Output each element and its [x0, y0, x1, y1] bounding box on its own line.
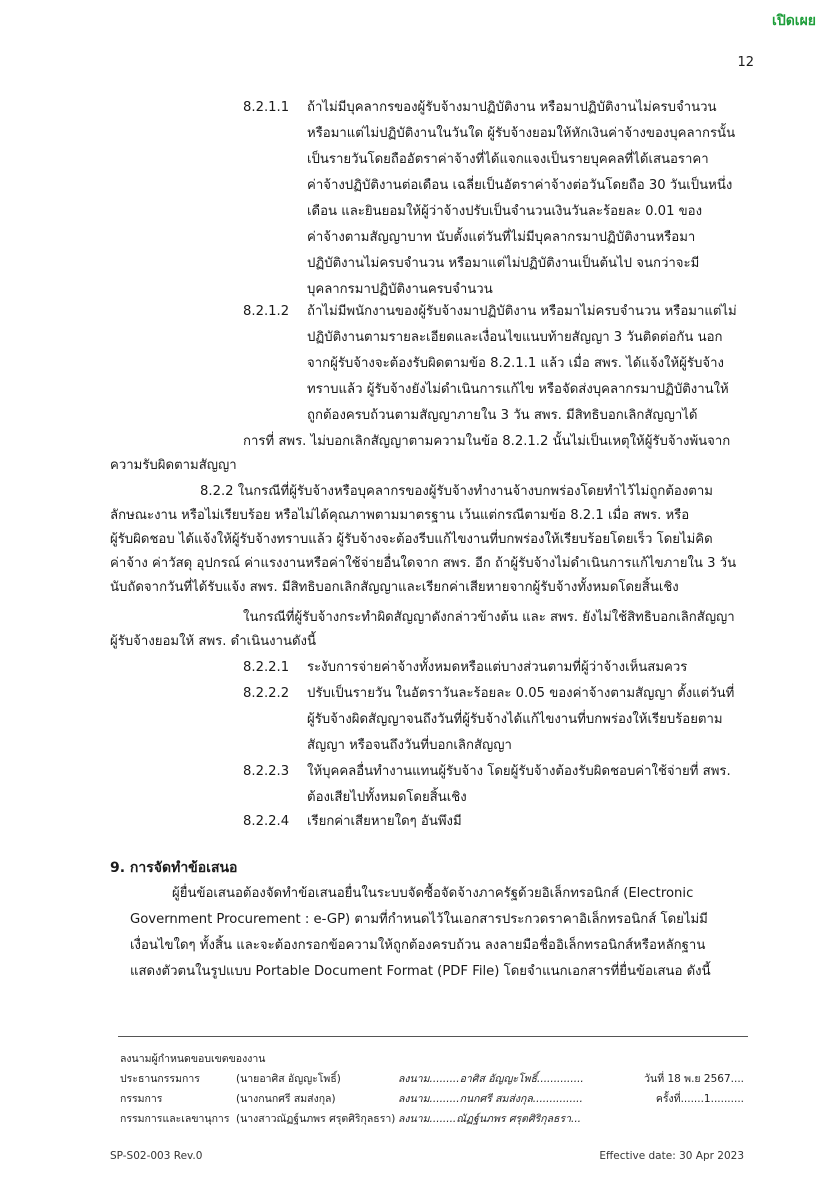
signature-role: กรรมการ — [120, 1093, 163, 1105]
signature-line: ลงนาม.........อาศิส อัญญะโพธิ์.............. — [398, 1073, 584, 1085]
clause-8-2-1-1-line: ค่าจ้างตามสัญญาบาท นับตั้งแต่วันที่ไม่มีบุคลากรมาปฏิบัติงานหรือมา — [307, 230, 696, 245]
clause-8-2-1-1-line: ปฏิบัติงานไม่ครบจำนวน หรือมาแต่ไม่ปฏิบัติงานเป็นต้นไป จนกว่าจะมี — [307, 256, 700, 271]
clause-8-2-1-2-line: ถูกต้องครบถ้วนตามสัญญาภายใน 3 วัน สพร. มีสิทธิบอกเลิกสัญญาได้ — [307, 408, 698, 423]
clause-8-2-1-2-line: ถ้าไม่มีพนักงานของผู้รับจ้างมาปฏิบัติงาน หรือมาไม่ครบจำนวน หรือมาแต่ไม่ — [307, 304, 737, 319]
clause-8-2-2-line: นับถัดจากวันที่ได้รับแจ้ง สพร. มีสิทธิบอกเลิกสัญญาและเรียกค่าเสียหายจากผู้รับจ้างทั้งหมดโดยสิ้นเชิง — [110, 580, 679, 595]
section-heading: 9. การจัดทำข้อเสนอ — [110, 860, 238, 876]
document-code: SP-S02-003 Rev.0 — [110, 1150, 203, 1162]
effective-date: Effective date: 30 Apr 2023 — [599, 1150, 744, 1162]
signature-caption: ลงนามผู้กำหนดขอบเขตของงาน — [120, 1053, 266, 1065]
clause-8-2-2-3-line: ให้บุคคลอื่นทำงานแทนผู้รับจ้าง โดยผู้รับจ้างต้องรับผิดชอบค่าใช้จ่ายที่ สพร. — [307, 764, 731, 779]
signature-name: (นางกนกศรี สมส่งกุล) — [236, 1093, 336, 1105]
clause-8-2-2-line: ค่าจ้าง ค่าวัสดุ อุปกรณ์ ค่าแรงงานหรือค่าใช้จ่ายอื่นใดจาก สพร. อีก ถ้าผู้รับจ้างไม่ดำเนินการแก้ไขภายใน 3 วัน — [110, 556, 737, 571]
signature-role: ประธานกรรมการ — [120, 1073, 200, 1085]
clause-8-2-1-1-line: เป็นรายวันโดยถืออัตราค่าจ้างที่ได้แจกแจงเป็นรายบุคคลที่ได้เสนอราคา — [307, 152, 709, 167]
signature-date: วันที่ 18 พ.ย 2567.... — [644, 1073, 744, 1085]
clause-8-2-1-1-line: เดือน และยินยอมให้ผู้ว่าจ้างปรับเป็นจำนวนเงินวันละร้อยละ 0.01 ของ — [307, 204, 703, 219]
clause-8-2-1-1-line: ถ้าไม่มีบุคลากรของผู้รับจ้างมาปฏิบัติงาน หรือมาปฏิบัติงานไม่ครบจำนวน — [307, 100, 717, 115]
paragraph-line: ความรับผิดตามสัญญา — [110, 458, 237, 473]
clause-8-2-2-line: ผู้รับผิดชอบ ได้แจ้งให้ผู้รับจ้างทราบแล้ว ผู้รับจ้างจะต้องรีบแก้ไขงานที่บกพร่องให้เรียบร้อยโดยเร็ว โดยไม่คิด — [110, 532, 713, 547]
clause-number-8-2-2-4: 8.2.2.4 — [243, 814, 290, 829]
clause-number-8-2-1-1: 8.2.1.1 — [243, 100, 290, 115]
clause-8-2-2-4-line: เรียกค่าเสียหายใดๆ อันพึงมี — [307, 814, 462, 829]
signature-name: (นายอาศิส อัญญะโพธิ์) — [236, 1073, 341, 1085]
clause-number-8-2-1-2: 8.2.1.2 — [243, 304, 290, 319]
classification-stamp: เปิดเผย — [772, 13, 816, 29]
section-9-line: แสดงตัวตนในรูปแบบ Portable Document Format (PDF File) โดยจำแนกเอกสารที่ยื่นข้อเสนอ ดังนี้ — [130, 964, 711, 979]
clause-8-2-2-2-line: สัญญา หรือจนถึงวันที่บอกเลิกสัญญา — [307, 738, 512, 753]
section-9-line: Government Procurement : e-GP) ตามที่กำหนดไว้ในเอกสารประกวดราคาอิเล็กทรอนิกส์ โดยไม่มี — [130, 912, 708, 927]
clause-8-2-1-1-line: หรือมาแต่ไม่ปฏิบัติงานในวันใด ผู้รับจ้างยอมให้หักเงินค่าจ้างของบุคลากรนั้น — [307, 126, 736, 141]
clause-8-2-1-2-line: จากผู้รับจ้างจะต้องรับผิดตามข้อ 8.2.1.1 แล้ว เมื่อ สพร. ได้แจ้งให้ผู้รับจ้าง — [307, 356, 724, 371]
clause-8-2-1-1-line: บุคลากรมาปฏิบัติงานครบจำนวน — [307, 282, 493, 297]
signature-line: ลงนาม.........กนกศรี สมส่งกุล............... — [398, 1093, 583, 1105]
clause-8-2-2-line: ลักษณะงาน หรือไม่เรียบร้อย หรือไม่ได้คุณภาพตามมาตรฐาน เว้นแต่กรณีตามข้อ 8.2.1 เมื่อ สพร. หรือ — [110, 508, 690, 523]
section-9-line: เงื่อนไขใดๆ ทั้งสิ้น และจะต้องกรอกข้อความให้ถูกต้องครบถ้วน ลงลายมือชื่ออิเล็กทรอนิกส์หรือหลักฐาน — [130, 938, 706, 953]
clause-8-2-2-1-line: ระงับการจ่ายค่าจ้างทั้งหมดหรือแต่บางส่วนตามที่ผู้ว่าจ้างเห็นสมควร — [307, 660, 688, 675]
section-9-line: ผู้ยื่นข้อเสนอต้องจัดทำข้อเสนอยื่นในระบบจัดซื้อจัดจ้างภาครัฐด้วยอิเล็กทรอนิกส์ (Electronic — [172, 886, 694, 901]
paragraph-line: ผู้รับจ้างยอมให้ สพร. ดำเนินงานดังนี้ — [110, 634, 317, 649]
clause-8-2-2-2-line: ปรับเป็นรายวัน ในอัตราวันละร้อยละ 0.05 ของค่าจ้างตามสัญญา ตั้งแต่วันที่ — [307, 686, 735, 701]
clause-8-2-2-3-line: ต้องเสียไปทั้งหมดโดยสิ้นเชิง — [307, 790, 467, 805]
signature-revision: ครั้งที่.......1.......... — [655, 1093, 744, 1105]
clause-8-2-1-2-line: ทราบแล้ว ผู้รับจ้างยังไม่ดำเนินการแก้ไข หรือจัดส่งบุคลากรมาปฏิบัติงานให้ — [307, 382, 729, 397]
clause-8-2-1-1-line: ค่าจ้างปฏิบัติงานต่อเดือน เฉลี่ยเป็นอัตราค่าจ้างต่อวันโดยถือ 30 วันเป็นหนึ่ง — [307, 178, 733, 193]
signature-name: (นางสาวณัฏฐ์นภพร ศรุตศิริกุลธรา) — [236, 1113, 396, 1125]
signature-role: กรรมการและเลขานุการ — [120, 1113, 230, 1125]
signature-divider — [118, 1036, 748, 1037]
clause-8-2-1-2-line: ปฏิบัติงานตามรายละเอียดและเงื่อนไขแนบท้ายสัญญา 3 วันติดต่อกัน นอก — [307, 330, 723, 345]
clause-8-2-2-2-line: ผู้รับจ้างผิดสัญญาจนถึงวันที่ผู้รับจ้างได้แก้ไขงานที่บกพร่องให้เรียบร้อยตาม — [307, 712, 723, 727]
paragraph-line: การที่ สพร. ไม่บอกเลิกสัญญาตามความในข้อ 8.2.1.2 นั้นไม่เป็นเหตุให้ผู้รับจ้างพ้นจาก — [243, 434, 731, 449]
clause-number-8-2-2-3: 8.2.2.3 — [243, 764, 290, 779]
signature-line: ลงนาม........ณัฏฐ์นภพร ศรุตศิริกุลธรา... — [398, 1113, 582, 1125]
paragraph-line: ในกรณีที่ผู้รับจ้างกระทำผิดสัญญาดังกล่าวข้างต้น และ สพร. ยังไม่ใช้สิทธิบอกเลิกสัญญา — [243, 610, 735, 625]
clause-8-2-2-line: 8.2.2 ในกรณีที่ผู้รับจ้างหรือบุคลากรของผู้รับจ้างทำงานจ้างบกพร่องโดยทำไว้ไม่ถูกต้องตาม — [200, 484, 713, 499]
clause-number-8-2-2-1: 8.2.2.1 — [243, 660, 290, 675]
page-number: 12 — [737, 55, 754, 70]
clause-number-8-2-2-2: 8.2.2.2 — [243, 686, 290, 701]
